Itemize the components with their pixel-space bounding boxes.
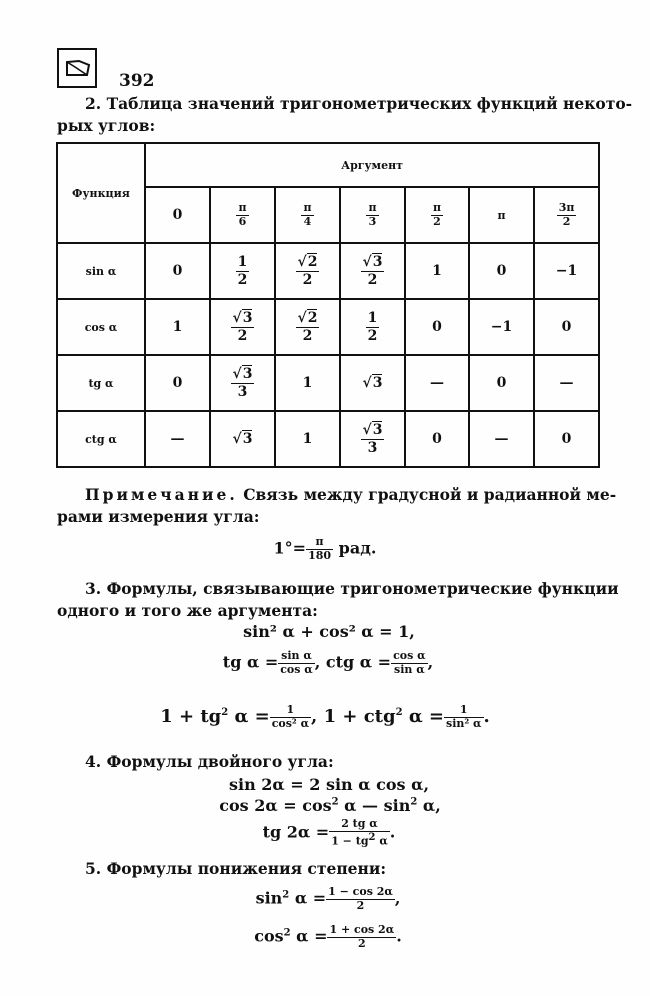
arg-pi-2: $\frac{\pi}{2}$	[405, 187, 469, 243]
table-cell: $\frac{√3}{3}$	[210, 355, 275, 411]
section-5-heading: 5. Формулы понижения степени:	[85, 859, 387, 878]
sin-double-angle: sin 2α = 2 sin α cos α,	[228, 775, 430, 794]
table-cell: 1	[275, 355, 340, 411]
table-cell: —	[469, 411, 534, 467]
section-3-heading: 3. Формулы, связывающие тригонометрические функции одного и того же аргумента:	[57, 579, 619, 620]
table-cell: 0	[469, 355, 534, 411]
table-cell: $\frac{√3}{3}$	[340, 411, 405, 467]
degree-radian-formula: 1°= $\frac{\pi}{180}$ рад.	[273, 535, 377, 562]
table-cell: $\frac{√3}{2}$	[210, 299, 275, 355]
header-argument: Аргумент	[145, 143, 599, 187]
arg-pi-6: $\frac{\pi}{6}$	[210, 187, 275, 243]
section-2-heading: 2. Таблица значений тригонометрических функций некото- рых углов:	[57, 94, 633, 135]
table-cell: —	[534, 355, 599, 411]
table-cell: $\frac{√3}{2}$	[340, 243, 405, 299]
pythagorean-identity: sin² α + cos² α = 1,	[243, 622, 415, 641]
tg-double-angle: tg 2α = $\frac{\text{2 tg α}}{1 - tg^2 \alpha}$ .	[262, 817, 396, 848]
table-cell: 0	[145, 243, 210, 299]
note-label: Примечание.	[85, 485, 238, 504]
table-cell: —	[145, 411, 210, 467]
table-row	[57, 411, 599, 467]
table-cell: 1	[145, 299, 210, 355]
table-cell: −1	[469, 299, 534, 355]
table-cell: 0	[534, 411, 599, 467]
arg-0: 0	[145, 187, 210, 243]
section-4-heading: 4. Формулы двойного угла:	[85, 752, 334, 771]
table-cell: $\frac{1}{2}$	[340, 299, 405, 355]
table-cell: 0	[534, 299, 599, 355]
arg-pi-4: $\frac{\pi}{4}$	[275, 187, 340, 243]
cos-power-reduction: $\cos^2 \alpha$ = $\frac{1 + \cos 2\alpha}{2}$ .	[254, 923, 402, 950]
table-cell: —	[405, 355, 469, 411]
tg-ctg-formula: tg α = $\frac{\text{sin α}}{\text{cos α}}$ , ctg α = $\frac{\text{cos α}}{\text{sin α}}$ ,	[222, 649, 434, 676]
table-row	[57, 243, 599, 299]
table-cell: 0	[469, 243, 534, 299]
table-cell: √3	[340, 355, 405, 411]
table-cell: 1	[405, 243, 469, 299]
table-cell: 0	[405, 299, 469, 355]
arg-3pi-2: $\frac{3\pi}{2}$	[534, 187, 599, 243]
table-cell: 0	[145, 355, 210, 411]
table-cell: √3	[210, 411, 275, 467]
one-plus-tg-formula: $1 + tg^2$ α = $\frac{1}{\text{cos² α}}$ , 1 + ctg$^2$ α = $\frac{1}{\text{sin² α}}$ .	[160, 703, 490, 730]
row-label-cos: cos α	[57, 299, 145, 355]
cos-double-angle: $\cos 2\alpha = \cos^2 \alpha$ — $\sin^2 \alpha$,	[219, 796, 441, 815]
table-row	[57, 355, 599, 411]
header-function: Функция	[57, 143, 145, 243]
table-row	[57, 299, 599, 355]
table-cell: $\frac{√2}{2}$	[275, 243, 340, 299]
table-cell: 1	[275, 411, 340, 467]
row-label-tg: tg α	[57, 355, 145, 411]
row-label-ctg: ctg α	[57, 411, 145, 467]
page-number: 392	[119, 71, 155, 91]
table-cell: 0	[405, 411, 469, 467]
table-cell: $\frac{√2}{2}$	[275, 299, 340, 355]
sin-power-reduction: $\sin^2 \alpha$ = $\frac{1 - \cos 2\alpha}{2}$ ,	[255, 885, 401, 912]
table-cell: −1	[534, 243, 599, 299]
arg-pi-3: $\frac{\pi}{3}$	[340, 187, 405, 243]
row-label-sin: sin α	[57, 243, 145, 299]
table-cell: $\frac{1}{2}$	[210, 243, 275, 299]
trig-values-table	[56, 142, 600, 468]
arg-pi: π	[469, 187, 534, 243]
book-icon	[57, 48, 97, 88]
note-paragraph: Примечание. Связь между градусной и радианной ме- рами измерения угла:	[57, 485, 617, 526]
